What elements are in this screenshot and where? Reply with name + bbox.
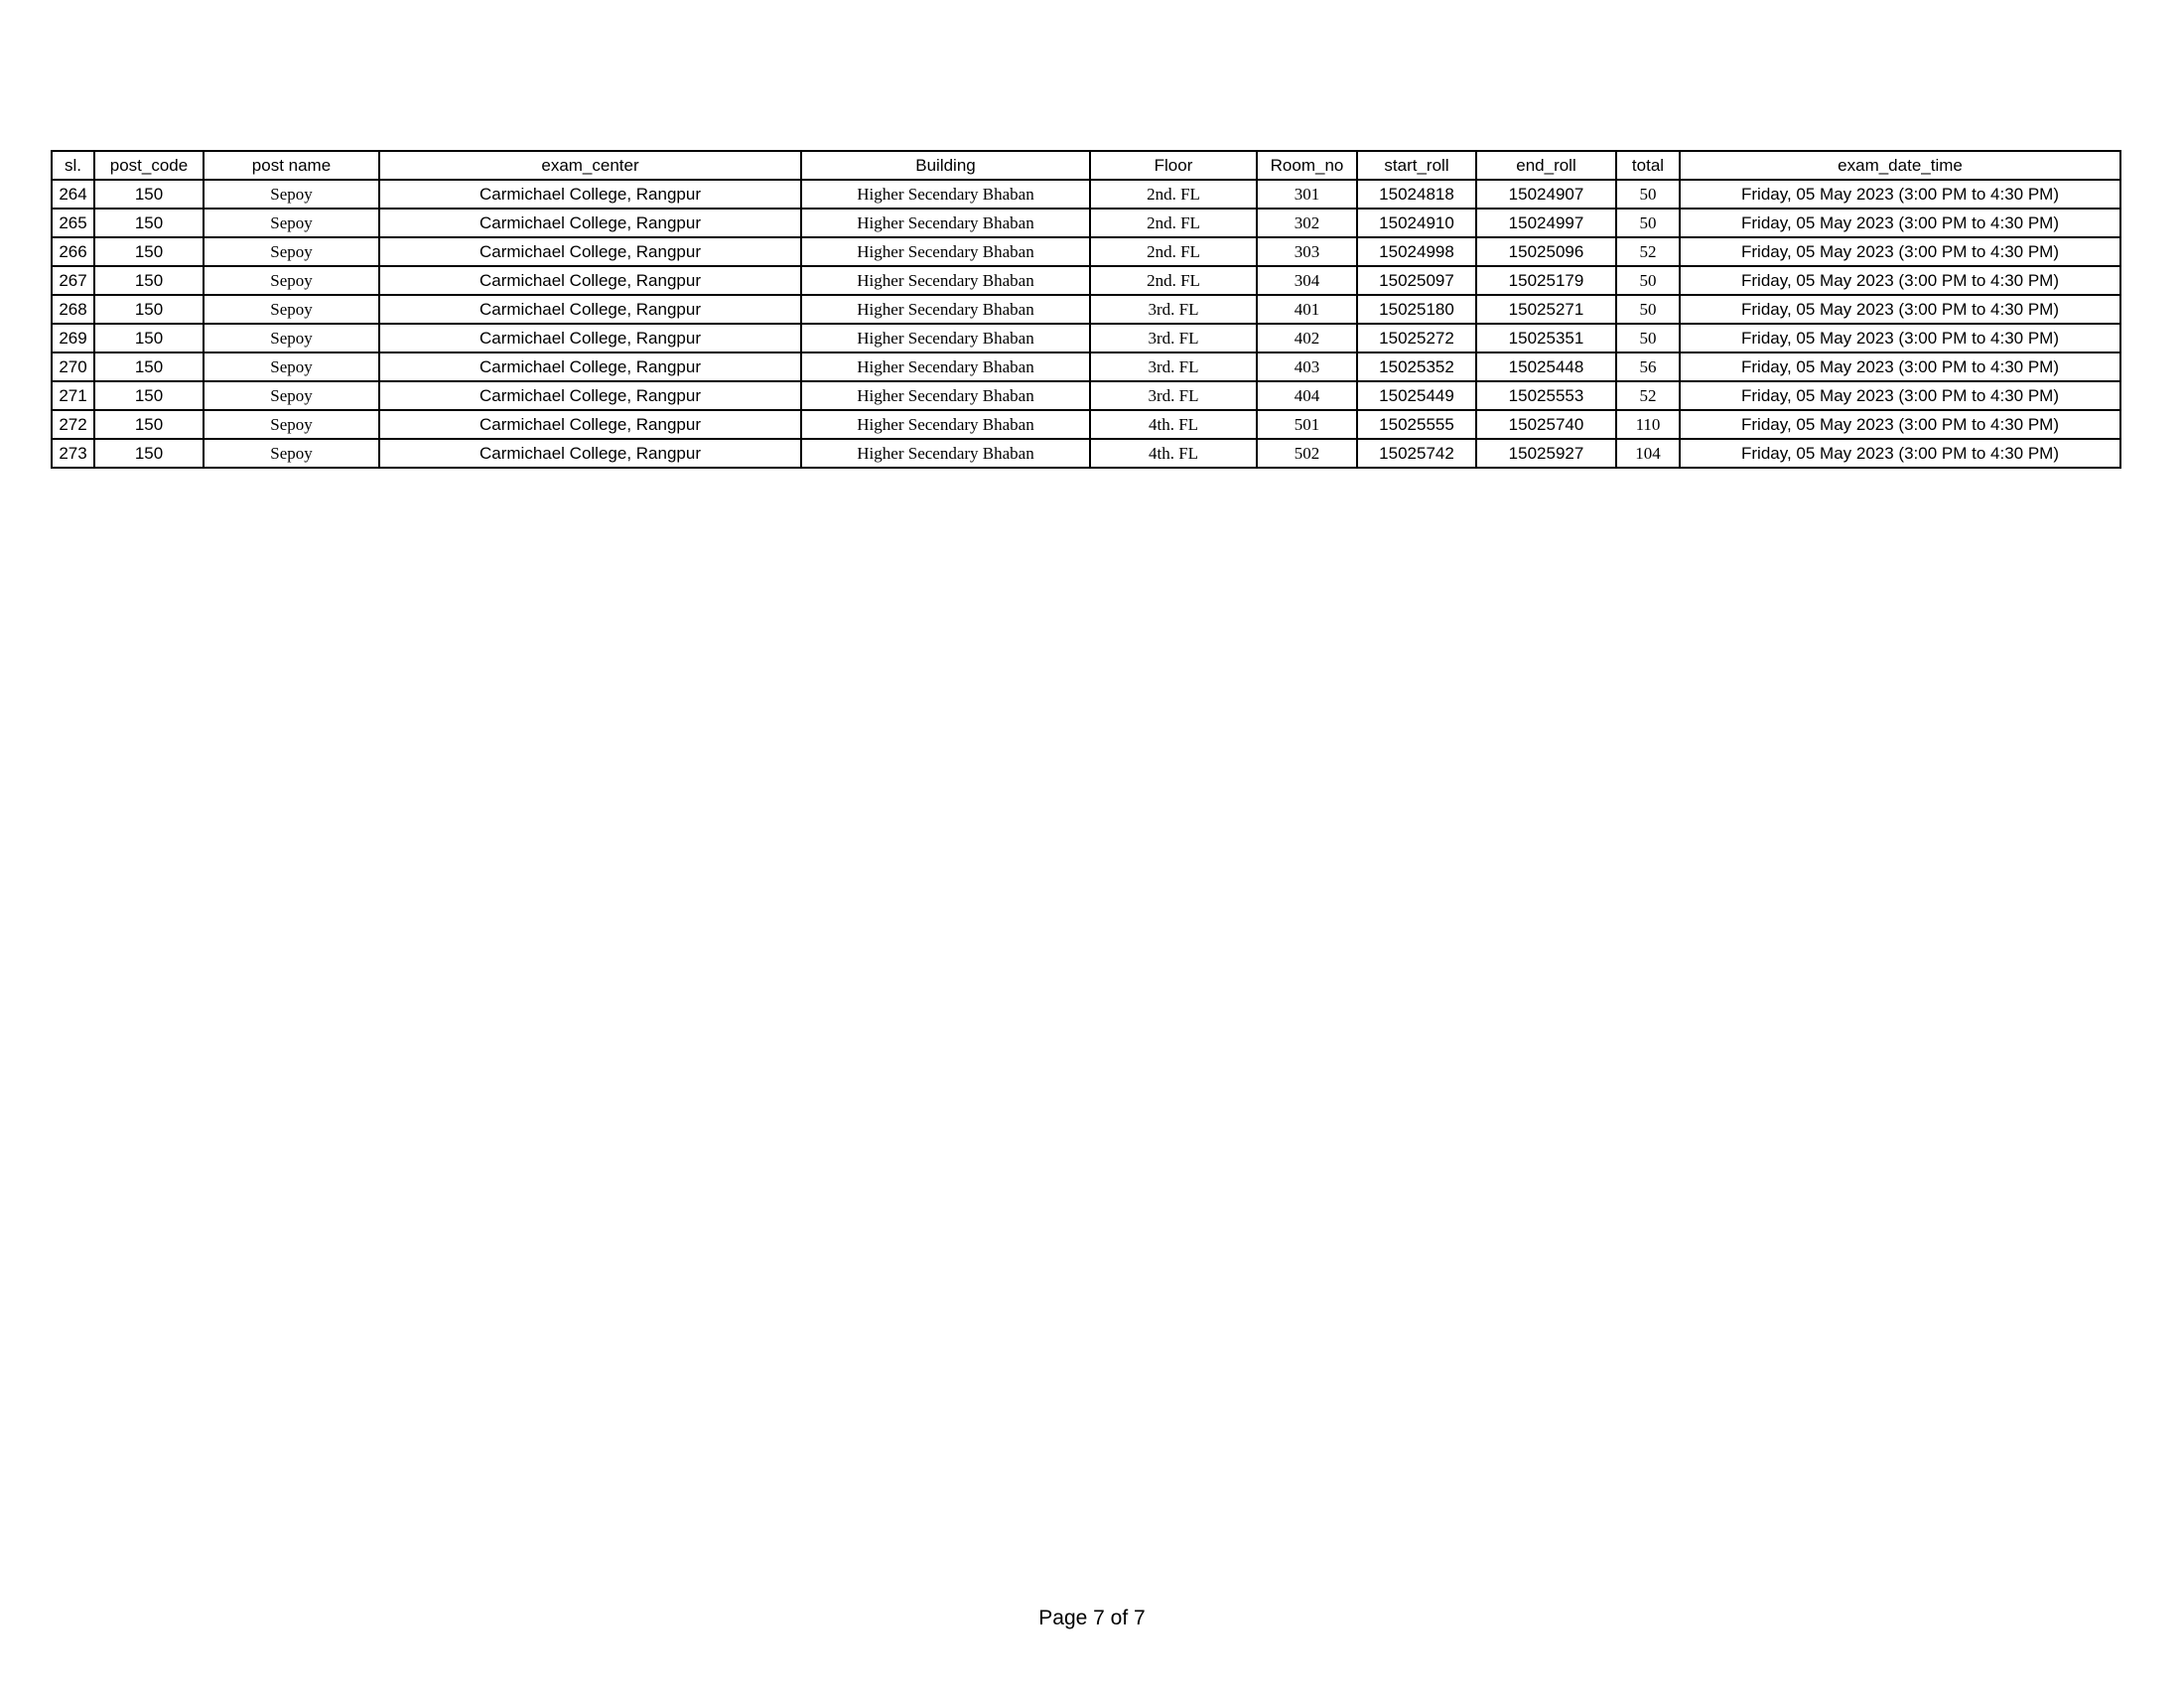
- cell-room-no: 303: [1257, 237, 1357, 266]
- cell-exam-center: Carmichael College, Rangpur: [379, 324, 801, 352]
- cell-post-name: Sepoy: [204, 381, 379, 410]
- cell-floor: 2nd. FL: [1090, 266, 1257, 295]
- cell-building: Higher Secendary Bhaban: [801, 295, 1090, 324]
- cell-room-no: 502: [1257, 439, 1357, 468]
- table-row: [52, 439, 2120, 468]
- cell-post-code: 150: [94, 209, 204, 237]
- cell-end-roll: 15025553: [1476, 381, 1616, 410]
- cell-end-roll: 15025271: [1476, 295, 1616, 324]
- cell-post-code: 150: [94, 266, 204, 295]
- header-building: Building: [801, 151, 1090, 180]
- cell-room-no: 402: [1257, 324, 1357, 352]
- cell-total: 50: [1616, 324, 1680, 352]
- cell-start-roll: 15025180: [1357, 295, 1476, 324]
- cell-sl: 268: [52, 295, 94, 324]
- cell-start-roll: 15024818: [1357, 180, 1476, 209]
- cell-room-no: 304: [1257, 266, 1357, 295]
- cell-start-roll: 15024998: [1357, 237, 1476, 266]
- cell-post-name: Sepoy: [204, 266, 379, 295]
- cell-sl: 271: [52, 381, 94, 410]
- cell-total: 50: [1616, 180, 1680, 209]
- cell-sl: 269: [52, 324, 94, 352]
- table-row: [52, 209, 2120, 237]
- cell-post-name: Sepoy: [204, 324, 379, 352]
- cell-post-code: 150: [94, 324, 204, 352]
- cell-start-roll: 15025555: [1357, 410, 1476, 439]
- cell-end-roll: 15025927: [1476, 439, 1616, 468]
- header-start-roll: start_roll: [1357, 151, 1476, 180]
- cell-room-no: 403: [1257, 352, 1357, 381]
- cell-post-name: Sepoy: [204, 295, 379, 324]
- cell-total: 104: [1616, 439, 1680, 468]
- cell-building: Higher Secendary Bhaban: [801, 439, 1090, 468]
- cell-start-roll: 15025272: [1357, 324, 1476, 352]
- cell-floor: 3rd. FL: [1090, 324, 1257, 352]
- cell-floor: 2nd. FL: [1090, 180, 1257, 209]
- cell-exam-date-time: Friday, 05 May 2023 (3:00 PM to 4:30 PM): [1680, 266, 2120, 295]
- table-row: [52, 352, 2120, 381]
- cell-total: 52: [1616, 381, 1680, 410]
- cell-sl: 264: [52, 180, 94, 209]
- cell-building: Higher Secendary Bhaban: [801, 324, 1090, 352]
- cell-floor: 3rd. FL: [1090, 381, 1257, 410]
- cell-post-name: Sepoy: [204, 180, 379, 209]
- cell-exam-date-time: Friday, 05 May 2023 (3:00 PM to 4:30 PM): [1680, 381, 2120, 410]
- cell-end-roll: 15025351: [1476, 324, 1616, 352]
- table-row: [52, 295, 2120, 324]
- cell-building: Higher Secendary Bhaban: [801, 381, 1090, 410]
- cell-start-roll: 15025742: [1357, 439, 1476, 468]
- cell-room-no: 404: [1257, 381, 1357, 410]
- cell-start-roll: 15024910: [1357, 209, 1476, 237]
- cell-exam-date-time: Friday, 05 May 2023 (3:00 PM to 4:30 PM): [1680, 237, 2120, 266]
- cell-building: Higher Secendary Bhaban: [801, 237, 1090, 266]
- cell-exam-center: Carmichael College, Rangpur: [379, 381, 801, 410]
- page-number-footer: Page 7 of 7: [1038, 1607, 1146, 1629]
- cell-exam-center: Carmichael College, Rangpur: [379, 295, 801, 324]
- cell-exam-date-time: Friday, 05 May 2023 (3:00 PM to 4:30 PM): [1680, 295, 2120, 324]
- cell-start-roll: 15025449: [1357, 381, 1476, 410]
- cell-room-no: 301: [1257, 180, 1357, 209]
- cell-post-name: Sepoy: [204, 410, 379, 439]
- header-exam-center: exam_center: [379, 151, 801, 180]
- table-row: [52, 324, 2120, 352]
- cell-exam-center: Carmichael College, Rangpur: [379, 237, 801, 266]
- cell-sl: 270: [52, 352, 94, 381]
- cell-total: 50: [1616, 266, 1680, 295]
- cell-sl: 266: [52, 237, 94, 266]
- header-exam-date-time: exam_date_time: [1680, 151, 2120, 180]
- cell-end-roll: 15025740: [1476, 410, 1616, 439]
- exam-schedule-table: [51, 150, 2121, 469]
- cell-exam-date-time: Friday, 05 May 2023 (3:00 PM to 4:30 PM): [1680, 410, 2120, 439]
- header-total: total: [1616, 151, 1680, 180]
- cell-post-code: 150: [94, 439, 204, 468]
- cell-exam-center: Carmichael College, Rangpur: [379, 352, 801, 381]
- cell-post-name: Sepoy: [204, 209, 379, 237]
- cell-post-code: 150: [94, 295, 204, 324]
- header-end-roll: end_roll: [1476, 151, 1616, 180]
- table-row: [52, 180, 2120, 209]
- header-floor: Floor: [1090, 151, 1257, 180]
- cell-total: 56: [1616, 352, 1680, 381]
- cell-end-roll: 15024997: [1476, 209, 1616, 237]
- cell-room-no: 302: [1257, 209, 1357, 237]
- cell-exam-center: Carmichael College, Rangpur: [379, 266, 801, 295]
- header-post-name: post name: [204, 151, 379, 180]
- cell-sl: 267: [52, 266, 94, 295]
- cell-start-roll: 15025097: [1357, 266, 1476, 295]
- header-row: [52, 151, 2120, 180]
- cell-sl: 265: [52, 209, 94, 237]
- cell-room-no: 501: [1257, 410, 1357, 439]
- cell-floor: 2nd. FL: [1090, 209, 1257, 237]
- cell-post-code: 150: [94, 180, 204, 209]
- cell-post-name: Sepoy: [204, 237, 379, 266]
- cell-floor: 2nd. FL: [1090, 237, 1257, 266]
- cell-end-roll: 15025448: [1476, 352, 1616, 381]
- table-row: [52, 381, 2120, 410]
- cell-end-roll: 15025096: [1476, 237, 1616, 266]
- cell-floor: 3rd. FL: [1090, 352, 1257, 381]
- table-row: [52, 410, 2120, 439]
- cell-total: 52: [1616, 237, 1680, 266]
- cell-building: Higher Secendary Bhaban: [801, 180, 1090, 209]
- cell-floor: 4th. FL: [1090, 439, 1257, 468]
- cell-sl: 272: [52, 410, 94, 439]
- cell-end-roll: 15025179: [1476, 266, 1616, 295]
- cell-floor: 4th. FL: [1090, 410, 1257, 439]
- cell-exam-center: Carmichael College, Rangpur: [379, 410, 801, 439]
- cell-post-code: 150: [94, 352, 204, 381]
- cell-post-code: 150: [94, 410, 204, 439]
- cell-total: 110: [1616, 410, 1680, 439]
- header-room-no: Room_no: [1257, 151, 1357, 180]
- cell-building: Higher Secendary Bhaban: [801, 266, 1090, 295]
- header-sl: sl.: [52, 151, 94, 180]
- cell-building: Higher Secendary Bhaban: [801, 352, 1090, 381]
- cell-end-roll: 15024907: [1476, 180, 1616, 209]
- cell-exam-date-time: Friday, 05 May 2023 (3:00 PM to 4:30 PM): [1680, 180, 2120, 209]
- table-row: [52, 237, 2120, 266]
- cell-sl: 273: [52, 439, 94, 468]
- cell-exam-center: Carmichael College, Rangpur: [379, 180, 801, 209]
- cell-post-code: 150: [94, 237, 204, 266]
- cell-total: 50: [1616, 209, 1680, 237]
- cell-exam-center: Carmichael College, Rangpur: [379, 439, 801, 468]
- cell-floor: 3rd. FL: [1090, 295, 1257, 324]
- cell-post-name: Sepoy: [204, 352, 379, 381]
- cell-exam-date-time: Friday, 05 May 2023 (3:00 PM to 4:30 PM): [1680, 439, 2120, 468]
- cell-exam-date-time: Friday, 05 May 2023 (3:00 PM to 4:30 PM): [1680, 209, 2120, 237]
- cell-exam-date-time: Friday, 05 May 2023 (3:00 PM to 4:30 PM): [1680, 324, 2120, 352]
- cell-post-name: Sepoy: [204, 439, 379, 468]
- cell-exam-date-time: Friday, 05 May 2023 (3:00 PM to 4:30 PM): [1680, 352, 2120, 381]
- cell-building: Higher Secendary Bhaban: [801, 209, 1090, 237]
- cell-exam-center: Carmichael College, Rangpur: [379, 209, 801, 237]
- table-row: [52, 266, 2120, 295]
- cell-room-no: 401: [1257, 295, 1357, 324]
- cell-post-code: 150: [94, 381, 204, 410]
- cell-building: Higher Secendary Bhaban: [801, 410, 1090, 439]
- cell-start-roll: 15025352: [1357, 352, 1476, 381]
- header-post-code: post_code: [94, 151, 204, 180]
- cell-total: 50: [1616, 295, 1680, 324]
